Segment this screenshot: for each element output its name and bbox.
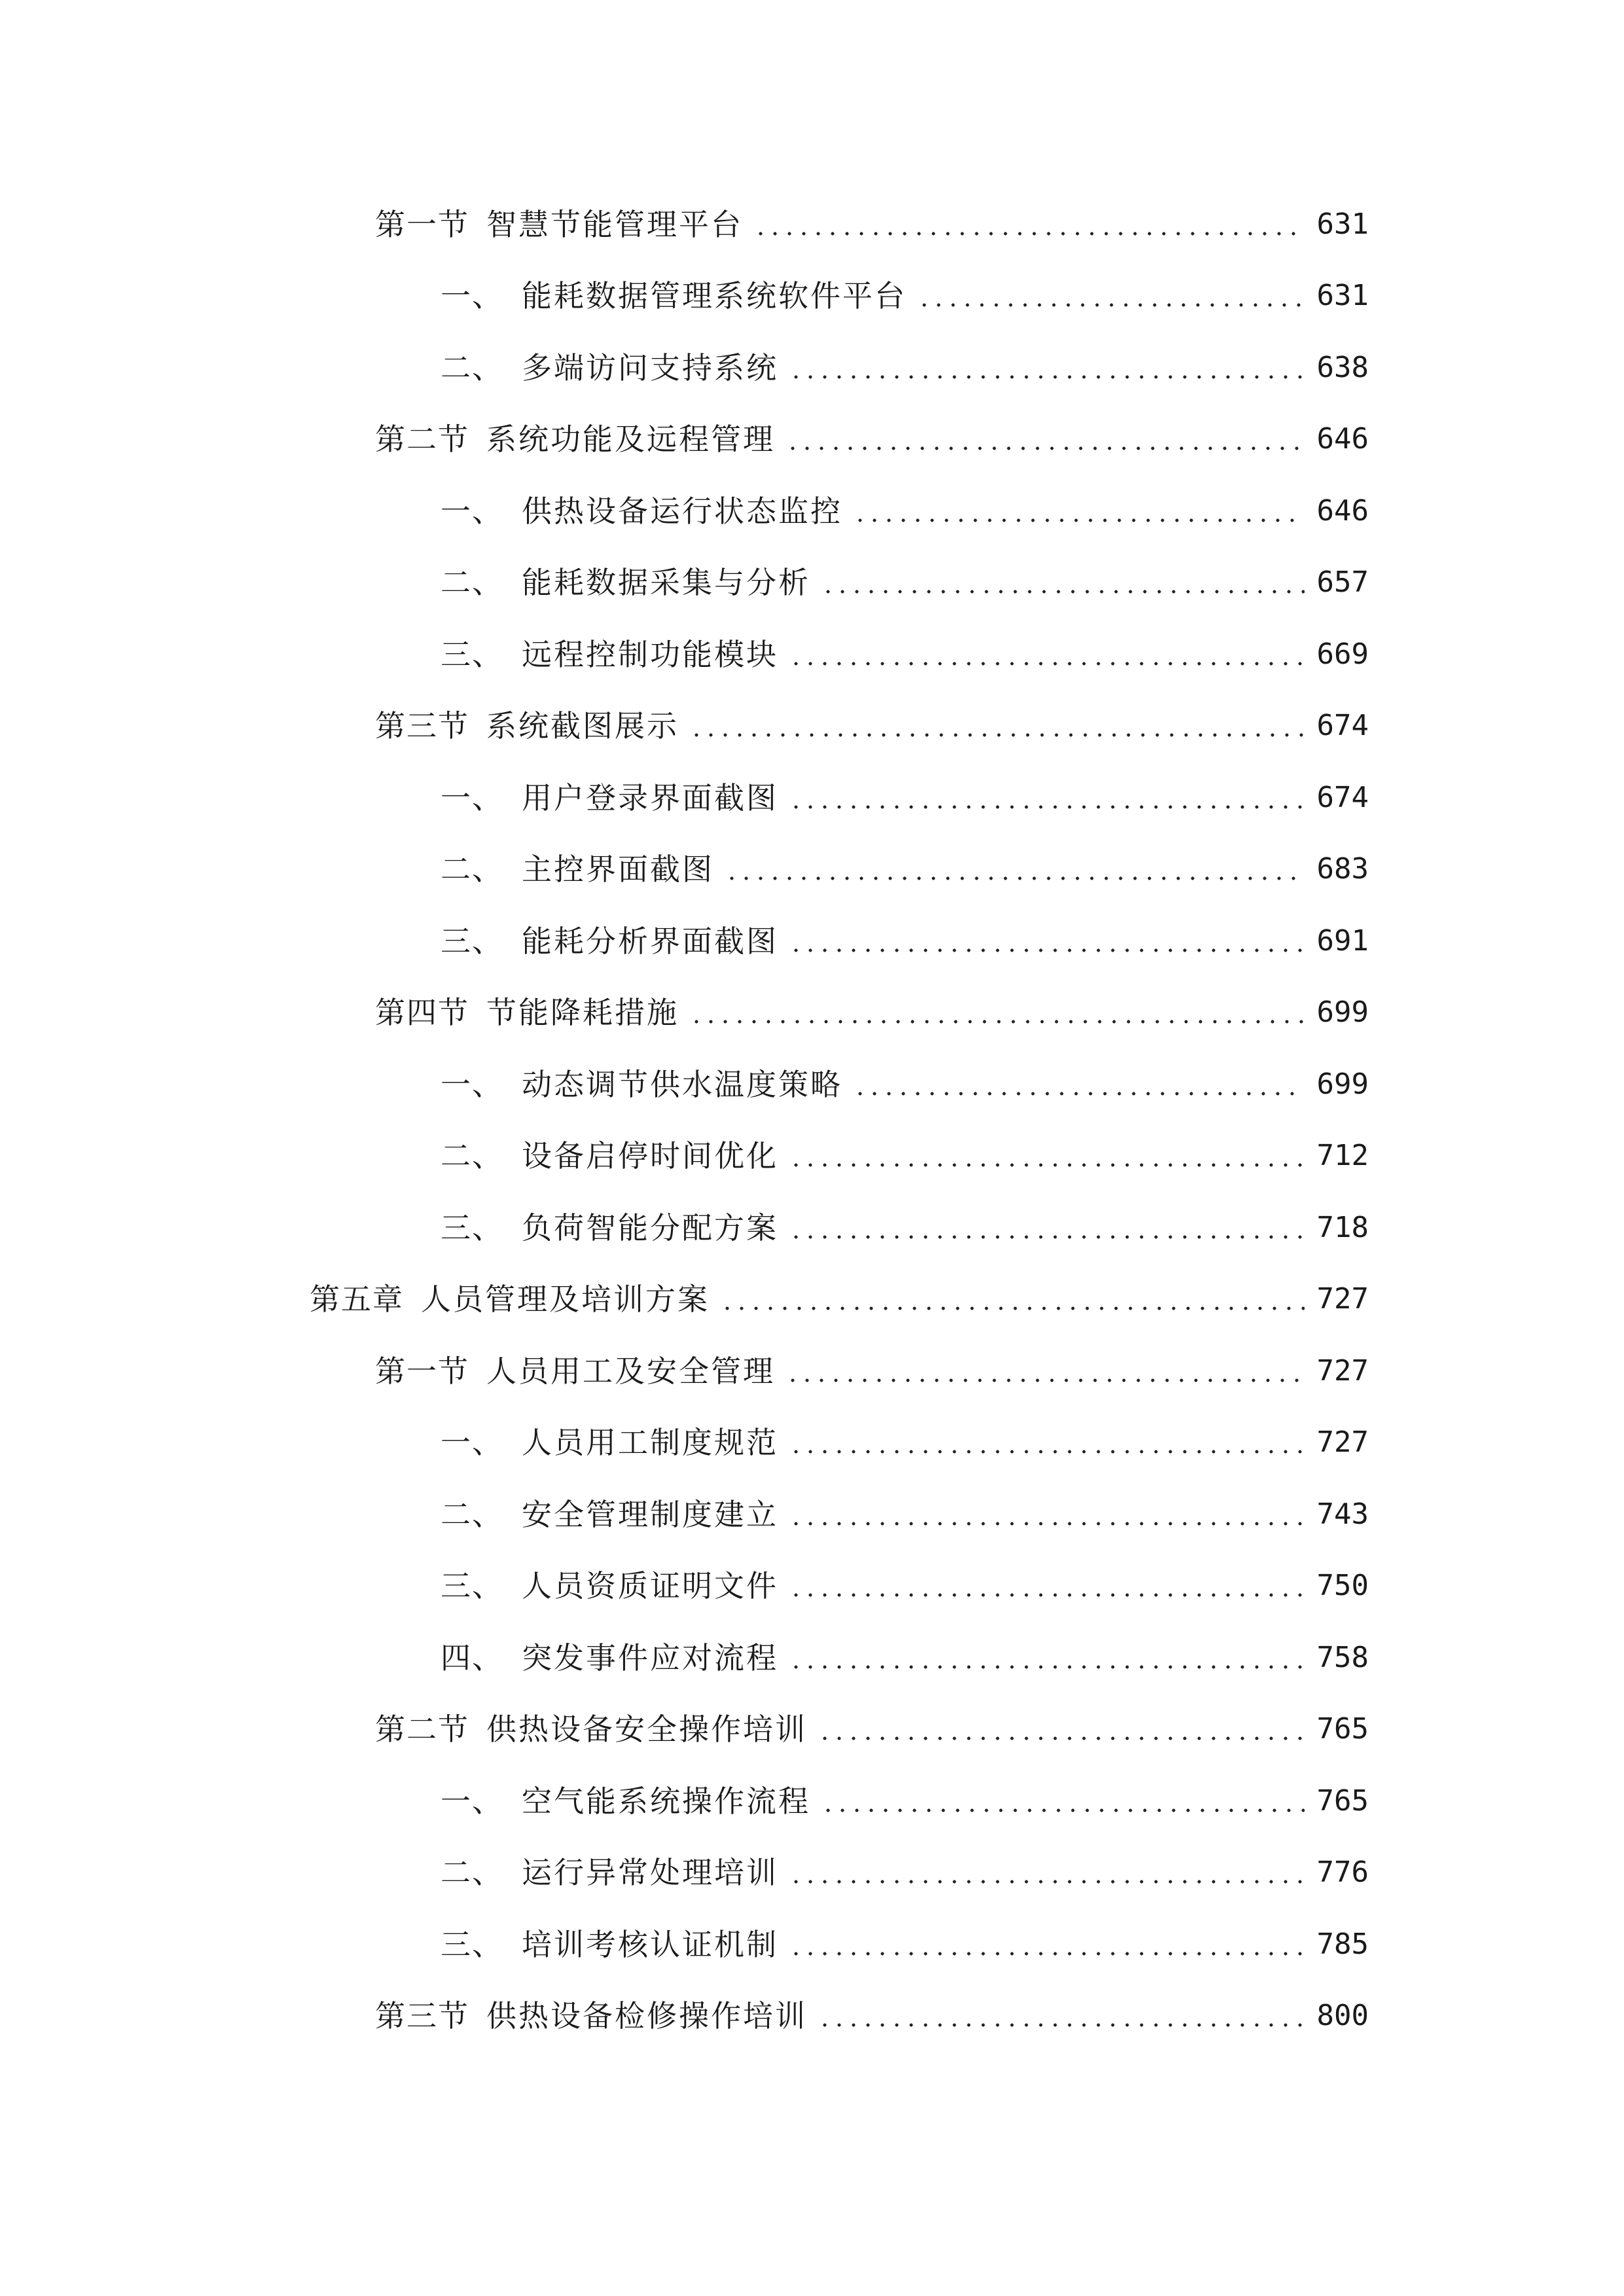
toc-entry-item[interactable] xyxy=(0,1479,1624,1551)
toc-entry-number: 三、 xyxy=(441,1926,503,1962)
toc-entry-title: 节能降耗措施 xyxy=(486,995,679,1031)
toc-entry-title: 能耗数据管理系统软件平台 xyxy=(522,278,907,314)
toc-entry-page-number: 765 xyxy=(1316,1712,1369,1746)
toc-entry-item[interactable] xyxy=(0,1837,1624,1909)
dot-leader xyxy=(786,353,1305,383)
toc-entry-page-number: 727 xyxy=(1316,1426,1369,1460)
dot-leader xyxy=(815,1714,1305,1744)
toc-entry-title: 设备启停时间优化 xyxy=(522,1138,778,1174)
toc-entry-title: 突发事件应对流程 xyxy=(522,1640,778,1676)
toc-entry-section[interactable] xyxy=(0,1981,1624,2053)
toc-entry-number: 一、 xyxy=(441,1783,503,1819)
toc-entry-title: 运行异常处理培训 xyxy=(522,1855,778,1891)
toc-entry-number: 第一节 xyxy=(375,1353,469,1389)
toc-entry-page-number: 669 xyxy=(1316,637,1369,671)
toc-entry-number: 第四节 xyxy=(375,995,469,1031)
dot-leader xyxy=(687,711,1305,741)
toc-entry-item[interactable] xyxy=(0,1192,1624,1264)
dot-leader xyxy=(722,854,1305,884)
toc-entry-item[interactable] xyxy=(0,1909,1624,1981)
dot-leader xyxy=(786,1571,1305,1601)
toc-entry-page-number: 674 xyxy=(1316,709,1369,743)
toc-entry-number: 第一节 xyxy=(375,206,469,242)
toc-entry-number: 二、 xyxy=(441,1855,503,1891)
dot-leader xyxy=(783,424,1305,454)
toc-entry-title: 系统功能及远程管理 xyxy=(486,422,775,457)
dot-leader xyxy=(914,281,1305,311)
toc-entry-number: 一、 xyxy=(441,1425,503,1461)
toc-entry-chapter[interactable] xyxy=(0,1264,1624,1336)
dot-leader xyxy=(850,496,1305,526)
toc-entry-number: 一、 xyxy=(441,278,503,314)
dot-leader xyxy=(783,1356,1305,1386)
toc-entry-page-number: 712 xyxy=(1316,1139,1369,1173)
toc-entry-title: 空气能系统操作流程 xyxy=(522,1783,810,1819)
dot-leader xyxy=(850,1069,1305,1100)
toc-entry-title: 培训考核认证机制 xyxy=(522,1926,778,1962)
toc-entry-section[interactable] xyxy=(0,404,1624,476)
toc-entry-item[interactable] xyxy=(0,260,1624,332)
toc-entry-title: 多端访问支持系统 xyxy=(522,350,778,386)
toc-entry-page-number: 674 xyxy=(1316,780,1369,814)
toc-entry-title: 远程控制功能模块 xyxy=(522,636,778,672)
toc-entry-number: 二、 xyxy=(441,1138,503,1174)
toc-entry-number: 第三节 xyxy=(375,708,469,744)
toc-entry-title: 主控界面截图 xyxy=(522,852,714,888)
toc-entry-page-number: 743 xyxy=(1316,1497,1369,1531)
toc-entry-title: 智慧节能管理平台 xyxy=(486,206,743,242)
dot-leader xyxy=(786,1857,1305,1888)
toc-entry-number: 三、 xyxy=(441,923,503,959)
toc-entry-title: 安全管理制度建立 xyxy=(522,1496,778,1532)
toc-entry-page-number: 691 xyxy=(1316,924,1369,958)
toc-entry-item[interactable] xyxy=(0,1121,1624,1193)
toc-entry-number: 第二节 xyxy=(375,422,469,457)
dot-leader xyxy=(786,1929,1305,1960)
dot-leader xyxy=(751,209,1305,240)
toc-entry-page-number: 718 xyxy=(1316,1210,1369,1244)
toc-entry-title: 人员管理及培训方案 xyxy=(421,1282,710,1318)
toc-entry-title: 供热设备安全操作培训 xyxy=(486,1712,807,1748)
toc-entry-page-number: 727 xyxy=(1316,1354,1369,1388)
toc-entry-item[interactable] xyxy=(0,1049,1624,1121)
dot-leader xyxy=(815,2001,1305,2031)
toc-entry-page-number: 657 xyxy=(1316,565,1369,600)
toc-entry-page-number: 631 xyxy=(1316,279,1369,313)
toc-entry-item[interactable] xyxy=(0,547,1624,619)
toc-entry-number: 第二节 xyxy=(375,1712,469,1748)
dot-leader xyxy=(786,783,1305,813)
toc-entry-number: 二、 xyxy=(441,1496,503,1532)
toc-entry-title: 人员用工及安全管理 xyxy=(486,1353,775,1389)
toc-entry-section[interactable] xyxy=(0,188,1624,260)
toc-entry-page-number: 646 xyxy=(1316,422,1369,456)
toc-entry-page-number: 758 xyxy=(1316,1640,1369,1674)
toc-entry-title: 用户登录界面截图 xyxy=(522,780,778,816)
toc-entry-number: 一、 xyxy=(441,780,503,816)
toc-entry-title: 供热设备运行状态监控 xyxy=(522,493,842,529)
toc-entry-page-number: 631 xyxy=(1316,207,1369,241)
toc-entry-section[interactable] xyxy=(0,977,1624,1049)
toc-entry-title: 能耗数据采集与分析 xyxy=(522,565,810,601)
toc-entry-page-number: 699 xyxy=(1316,1067,1369,1101)
toc-entry-title: 人员用工制度规范 xyxy=(522,1425,778,1461)
toc-entry-number: 一、 xyxy=(441,493,503,529)
dot-leader xyxy=(786,1499,1305,1530)
toc-entry-item[interactable] xyxy=(0,332,1624,404)
toc-entry-page-number: 638 xyxy=(1316,350,1369,384)
toc-entry-number: 一、 xyxy=(441,1066,503,1102)
toc-entry-title: 供热设备检修操作培训 xyxy=(486,1998,807,2034)
toc-entry-number: 二、 xyxy=(441,350,503,386)
table-of-contents xyxy=(0,188,1624,2052)
dot-leader xyxy=(818,1786,1305,1816)
toc-entry-item[interactable] xyxy=(0,762,1624,834)
toc-entry-item[interactable] xyxy=(0,834,1624,906)
toc-entry-page-number: 683 xyxy=(1316,852,1369,886)
dot-leader xyxy=(786,639,1305,670)
toc-entry-page-number: 727 xyxy=(1316,1282,1369,1316)
toc-entry-section[interactable] xyxy=(0,1694,1624,1766)
toc-entry-page-number: 765 xyxy=(1316,1784,1369,1818)
toc-entry-title: 人员资质证明文件 xyxy=(522,1568,778,1604)
toc-entry-section[interactable] xyxy=(0,1335,1624,1407)
toc-entry-title: 动态调节供水温度策略 xyxy=(522,1066,842,1102)
toc-entry-number: 二、 xyxy=(441,852,503,888)
toc-entry-number: 四、 xyxy=(441,1640,503,1676)
toc-entry-page-number: 750 xyxy=(1316,1569,1369,1603)
toc-entry-item[interactable] xyxy=(0,1765,1624,1837)
dot-leader xyxy=(786,1427,1305,1458)
toc-entry-title: 负荷智能分配方案 xyxy=(522,1210,778,1246)
toc-entry-title: 能耗分析界面截图 xyxy=(522,923,778,959)
toc-entry-page-number: 776 xyxy=(1316,1856,1369,1890)
toc-entry-page-number: 785 xyxy=(1316,1927,1369,1961)
dot-leader xyxy=(786,926,1305,956)
toc-entry-number: 三、 xyxy=(441,1210,503,1246)
toc-entry-page-number: 800 xyxy=(1316,1999,1369,2033)
toc-entry-section[interactable] xyxy=(0,691,1624,762)
toc-entry-item[interactable] xyxy=(0,1551,1624,1623)
toc-entry-item[interactable] xyxy=(0,1622,1624,1694)
toc-entry-item[interactable] xyxy=(0,619,1624,691)
toc-entry-number: 三、 xyxy=(441,636,503,672)
toc-entry-number: 第三节 xyxy=(375,1998,469,2034)
dot-leader xyxy=(717,1284,1305,1314)
toc-entry-title: 系统截图展示 xyxy=(486,708,679,744)
toc-entry-number: 三、 xyxy=(441,1568,503,1604)
toc-entry-item[interactable] xyxy=(0,475,1624,547)
toc-entry-number: 二、 xyxy=(441,565,503,601)
dot-leader xyxy=(687,997,1305,1028)
dot-leader xyxy=(786,1643,1305,1673)
toc-entry-number: 第五章 xyxy=(310,1282,404,1318)
dot-leader xyxy=(786,1213,1305,1243)
toc-entry-item[interactable] xyxy=(0,1407,1624,1479)
dot-leader xyxy=(818,567,1305,598)
toc-entry-page-number: 646 xyxy=(1316,493,1369,528)
toc-entry-item[interactable] xyxy=(0,905,1624,977)
dot-leader xyxy=(786,1141,1305,1171)
toc-entry-page-number: 699 xyxy=(1316,996,1369,1030)
